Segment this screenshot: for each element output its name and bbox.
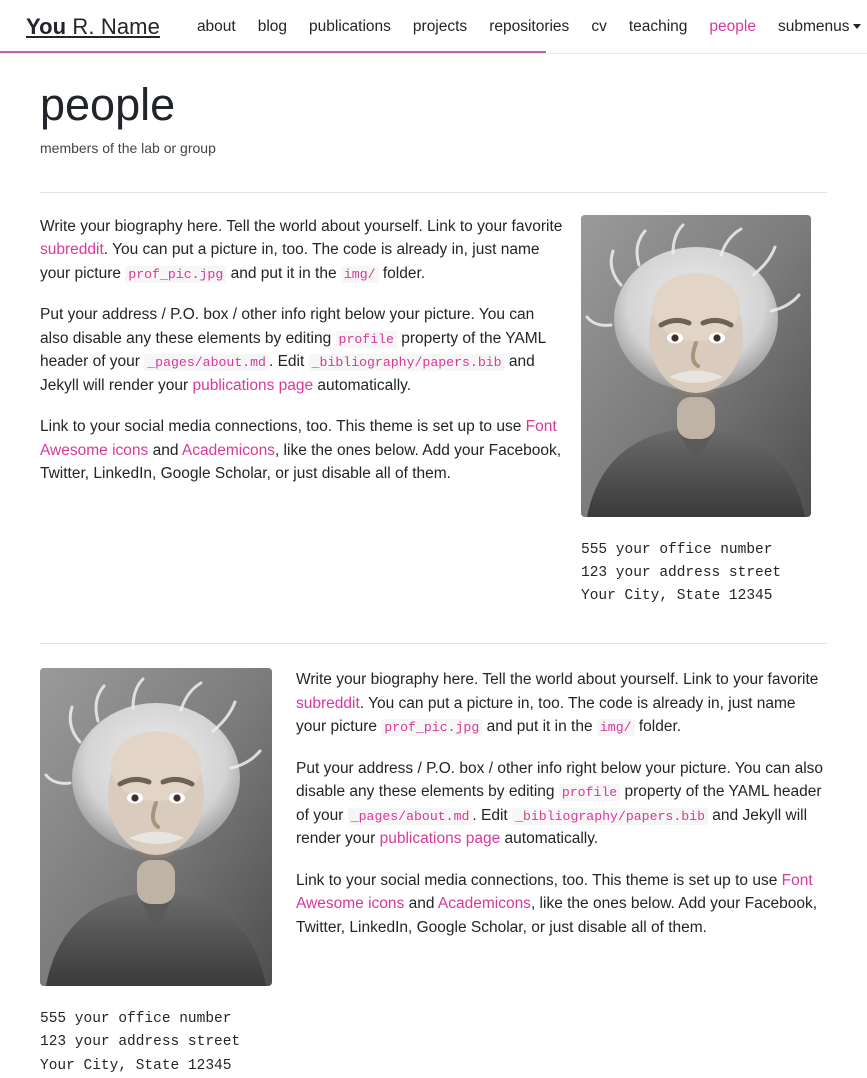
bio-link[interactable]: Academicons xyxy=(181,441,275,459)
bio-text: . You can put a picture in, too. The code is already in, just name your picture xyxy=(296,694,796,736)
bio-text: property of the YAML header of your xyxy=(296,783,822,824)
nav-item-repositories[interactable]: repositories xyxy=(489,18,570,35)
inline-code: _bibliography/papers.bib xyxy=(512,808,708,825)
bio-text: folder. xyxy=(378,264,426,282)
address-line: 123 your address street xyxy=(581,564,782,581)
bio-text: , like the ones below. Add your Facebook, Twitter, LinkedIn, Google Scholar, or just disable all of them. xyxy=(296,895,818,936)
nav-item-publications[interactable]: publications xyxy=(309,18,391,35)
bio-text: . You can put a picture in, too. The code is already in, just name your picture xyxy=(40,241,540,282)
bio-text: Link to your social media connections, too. This theme is set up to use xyxy=(296,871,782,889)
nav-item-cv[interactable]: cv xyxy=(591,18,607,35)
bio-text: Put your address / P.O. box / other info right below your picture. You can also disable any these elements by editing xyxy=(40,306,535,347)
profile-photo xyxy=(581,215,811,517)
nav-item-submenus-label: submenus xyxy=(777,18,850,35)
bio-text: and xyxy=(404,895,438,913)
bio-link[interactable]: Academicons xyxy=(437,895,531,913)
profile-photo-column xyxy=(40,668,272,1078)
nav-item-people[interactable]: people xyxy=(709,18,756,35)
bio-text: . Edit xyxy=(472,806,513,824)
address-line: 123 your address street xyxy=(40,1034,241,1051)
bio-paragraph xyxy=(296,869,827,940)
brand-last-name: R. Name xyxy=(66,14,160,39)
bio-text: automatically. xyxy=(500,830,599,848)
profile-photo-column xyxy=(581,215,811,609)
bio-text: . Edit xyxy=(268,353,309,371)
nav-links xyxy=(186,18,867,36)
inline-code: img/ xyxy=(341,266,379,283)
nav-item-teaching[interactable]: teaching xyxy=(628,18,688,35)
page-title: people xyxy=(40,79,176,130)
bio-link[interactable]: Font Awesome icons xyxy=(296,871,813,913)
address-line: Your City, State 12345 xyxy=(581,588,773,605)
bio-paragraph xyxy=(40,303,565,397)
inline-code: _pages/about.md xyxy=(348,808,473,825)
bio-paragraph xyxy=(296,757,827,851)
bio-text: , like the ones below. Add your Facebook, Twitter, LinkedIn, Google Scholar, or just disable all of them. xyxy=(40,441,562,483)
profile-entry xyxy=(26,193,841,609)
bio-link[interactable]: subreddit xyxy=(296,694,360,712)
page-subtitle: members of the lab or group xyxy=(40,139,216,156)
bio-link[interactable]: Font Awesome icons xyxy=(40,418,557,459)
profile-address xyxy=(581,539,811,609)
site-brand[interactable] xyxy=(26,14,160,40)
bio-text: Write your biography here. Tell the world about yourself. Link to your favorite xyxy=(40,217,563,235)
bio-text: Link to your social media connections, too. This theme is set up to use xyxy=(40,418,526,436)
nav-item-blog[interactable]: blog xyxy=(257,18,288,35)
navbar-divider xyxy=(0,53,867,54)
profile-address xyxy=(40,1008,272,1078)
einstein-portrait-icon xyxy=(581,215,811,517)
einstein-portrait-icon xyxy=(40,668,272,986)
inline-code: _pages/about.md xyxy=(144,354,269,371)
bio-text: and put it in the xyxy=(226,264,341,282)
inline-code: _bibliography/papers.bib xyxy=(309,354,505,371)
bio-text: automatically. xyxy=(313,376,412,394)
address-line: 555 your office number xyxy=(581,541,773,558)
bio-paragraph xyxy=(40,415,565,486)
inline-code: profile xyxy=(559,784,620,801)
inline-code: prof_pic.jpg xyxy=(381,719,482,736)
bio-text: and xyxy=(148,441,182,459)
profile-entry xyxy=(26,644,841,1078)
bio-paragraph xyxy=(296,668,827,739)
bio-text: property of the YAML header of your xyxy=(40,329,546,371)
bio-text: folder. xyxy=(634,718,682,736)
bio-link[interactable]: publications page xyxy=(192,376,314,394)
profile-bio xyxy=(288,668,827,1078)
bio-text: Write your biography here. Tell the world about yourself. Link to your favorite xyxy=(296,670,819,688)
profile-bio xyxy=(40,215,565,609)
top-navbar xyxy=(0,0,867,53)
bio-link[interactable]: publications page xyxy=(379,830,501,848)
address-line: 555 your office number xyxy=(40,1010,232,1027)
bio-paragraph xyxy=(40,215,565,286)
profile-photo xyxy=(40,668,272,986)
bio-text: and Jekyll will render your xyxy=(296,806,808,848)
bio-text: and put it in the xyxy=(482,718,597,736)
address-line: Your City, State 12345 xyxy=(40,1057,232,1074)
inline-code: img/ xyxy=(597,719,635,736)
nav-item-about[interactable]: about xyxy=(196,18,236,35)
brand-first-name: You xyxy=(26,14,67,39)
inline-code: profile xyxy=(336,331,397,348)
bio-link[interactable]: subreddit xyxy=(40,241,104,259)
nav-active-underline xyxy=(0,51,546,53)
bio-text: and Jekyll will render your xyxy=(40,353,535,394)
nav-item-submenus[interactable] xyxy=(767,18,867,36)
inline-code: prof_pic.jpg xyxy=(125,266,226,283)
chevron-down-icon xyxy=(853,24,861,29)
nav-item-projects[interactable]: projects xyxy=(412,18,468,35)
bio-text: Put your address / P.O. box / other info right below your picture. You can also disable any these elements by editing xyxy=(296,759,824,801)
